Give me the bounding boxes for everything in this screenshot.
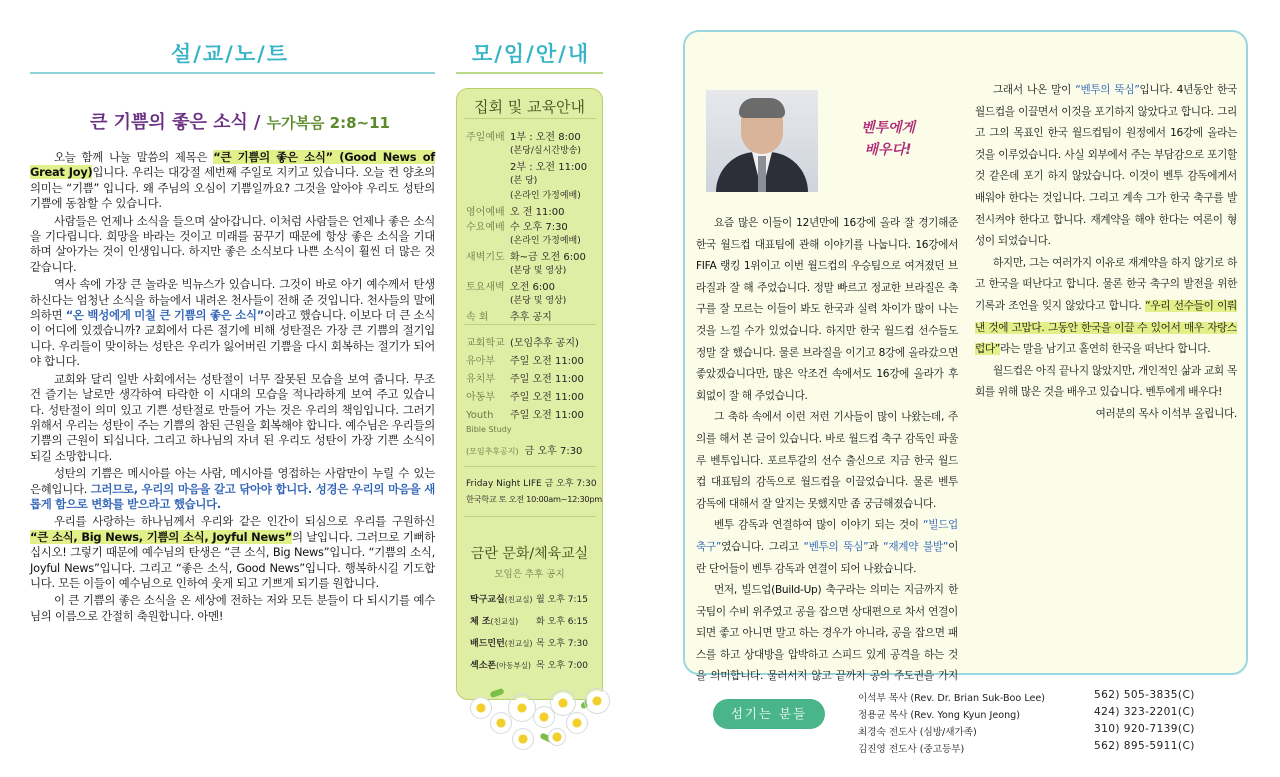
worship-label: 주일예배 (466, 132, 505, 143)
class-subheading: 모임은 추후 공지 (494, 569, 565, 580)
sermon-heading (90, 108, 470, 134)
meeting-divider (464, 324, 596, 325)
sermon-highlight: “큰 기쁨의 좋은 소식” (Good News of Great Joy) (30, 150, 435, 180)
class-name: 체 조 (470, 617, 491, 627)
class-name: 배드민턴 (470, 639, 505, 649)
letter-text: 라는 말을 남기고 홀연히 한국을 떠난다 합니다. (1000, 343, 1211, 356)
worship-time: 오전 6:00 (510, 282, 555, 293)
pastor-portrait (706, 90, 818, 192)
class-location: (친교실) (504, 639, 533, 648)
worship-row (466, 203, 565, 218)
meeting-title-divider (456, 72, 603, 74)
sermon-title: 큰 기쁨의 좋은 소식 (90, 112, 248, 133)
worship-time: (본당 및 영상) (510, 266, 567, 276)
sermon-paragraph (30, 277, 435, 369)
class-time: 월 오후 7:15 (536, 595, 589, 605)
sermon-paragraph (30, 466, 435, 512)
letter-paragraph (975, 253, 1237, 361)
sermon-highlight: “큰 소식, Big News, 기쁨의 소식, Joyful News” (30, 529, 292, 544)
worship-row (466, 278, 555, 293)
education-time: 주일 오전 11:00 (510, 374, 584, 385)
education-row (466, 352, 584, 367)
letter-paragraph (975, 80, 1237, 253)
worship-row (466, 188, 581, 201)
letter-paragraph: 그 축하 속에서 이런 저런 기사들이 많이 나왔는데, 주의를 해서 본 글이 있습니다. 바로 월드컵 축구 감독인 파울루 벤투입니다. 포르투갈의 선수 출신으로 지금 한국 월드컵 대표팀의 감독으로 월드컵을 이끌었습니다. 물론 벤투 감독에 대해서 잘 알지는 못했지만 좀 궁금해졌습니다. (696, 411, 958, 510)
worship-row (466, 293, 566, 306)
worship-label: 영어예배 (466, 207, 505, 218)
letter-paragraph (696, 515, 958, 580)
worship-time: 화~금 오전 6:00 (510, 252, 586, 263)
education-label: 아동부 (466, 392, 495, 403)
korean-school: 한국학교 토 오전 10:00am~12:30pm (466, 494, 602, 504)
letter-text: 이란 단어들이 벤투 감독과 연결이 되어 나왔습니다. (696, 540, 958, 575)
education-label: 교회학교 (466, 338, 505, 349)
letter-text: 벤투 감독과 연결하여 많이 이야기 되는 것이 (714, 519, 923, 532)
letter-text: 과 (868, 540, 884, 553)
worship-time: 수 오후 7:30 (510, 222, 568, 233)
class-name: 탁구교실 (470, 595, 505, 605)
letter-emphasis: “벤투의 뚝심” (1075, 84, 1140, 96)
class-location: (아동부실) (496, 661, 531, 670)
letter-text: 하지만, 그는 여러가지 이유로 재계약을 하지 않기로 하고 한국을 떠난다고 합니다. 물론 한국 축구의 발전을 위한 기록과 조언을 잊지 않았다고 합니다. (975, 256, 1237, 312)
worship-label: 속 회 (466, 312, 489, 323)
contact-name: 김진영 전도사 (중고등부) (858, 744, 965, 755)
meeting-divider (464, 466, 596, 467)
letter-emphasis: “빌드업 축구” (696, 519, 958, 553)
class-row (470, 592, 589, 605)
sermon-text: 오늘 함께 나눌 말씀의 제목은 (54, 150, 214, 164)
worship-time: (본당/실시간방송) (510, 146, 581, 156)
worship-time: 1부 : 오전 8:00 (510, 132, 581, 143)
class-location: (친교실) (504, 595, 533, 604)
sermon-paragraph: 사람들은 언제나 소식을 들으며 살아갑니다. 이처럼 사람들은 언제나 좋은 소식을 기다립니다. 희망을 바라는 것이고 미래를 꿈꾸기 때문에 항상 좋은 소식을 기대하며 살아가는 것이 인생입니다. 하지만 좋은 소식보다 나쁜 소식이 훨씬 더 많은 것 같습니다. (30, 213, 435, 274)
letter-paragraph: 월드컵은 아직 끝나지 않았지만, 개인적인 삶과 교회 목회를 위해 많은 것을 배우고 있습니다. 벤투에게 배우다! (975, 364, 1237, 399)
education-row (466, 442, 582, 457)
sermon-paragraph: 이 큰 기쁨의 좋은 소식을 온 세상에 전하는 저와 모든 분들이 다 되시기를 예수님의 이름으로 간절히 축원합니다. 아멘! (30, 593, 435, 623)
letter-subtitle-line: 벤투에게 (860, 120, 916, 136)
education-label: Bible Study (466, 425, 512, 434)
education-label: Youth (466, 410, 494, 421)
worship-row (466, 173, 537, 186)
friday-night-life: Friday Night LIFE 금 오후 7:30 (466, 479, 597, 489)
education-label: 유아부 (466, 356, 495, 367)
worship-row (466, 218, 568, 233)
letter-highlight: “우리 선수들이 이뤄낸 것에 고맙다. 그동안 한국을 이끌 수 있어서 매우 자랑스럽다” (975, 299, 1237, 356)
worship-label: 수요예배 (466, 222, 505, 233)
class-row (470, 658, 589, 671)
education-row (466, 334, 579, 349)
letter-column-left (696, 213, 958, 688)
class-row (470, 636, 589, 649)
worship-time: (본 당) (510, 176, 538, 186)
education-row (466, 406, 584, 421)
sermon-title-separator: / (253, 112, 261, 133)
contact-phone: 424) 323-2201(C) (1094, 706, 1195, 718)
worship-time: 2부 : 오전 11:00 (510, 162, 588, 173)
worship-row (466, 248, 586, 263)
contact-name: 최경숙 전도사 (심방/새가족) (858, 727, 977, 738)
class-row (470, 614, 589, 627)
sermon-text: 이라고 했습니다. 이보다 더 큰 소식이 어디에 있겠습니까? 교회에서 다른 절기에 비해 성탄절은 가장 큰 기쁨의 절기입니다. 우리들이 맞이하는 성탄은 우리가 잃어버린 기쁨을 다시 회복하는 절기가 되어야 합니다. (30, 308, 435, 369)
letter-column-right (975, 80, 1237, 426)
letter-text: 그래서 나온 말이 (993, 84, 1076, 96)
contact-phone: 562) 895-5911(C) (1094, 740, 1195, 752)
education-time: 금 오후 7:30 (524, 446, 583, 457)
contact-phone: 562) 505-3835(C) (1094, 689, 1195, 701)
sermon-paragraph: 교회와 달리 일반 사회에서는 성탄절이 너무 잘못된 모습을 보여 줍니다. 무조건 즐기는 날로만 생각하여 타락한 이 시대의 모습을 적나라하게 보여 주고 있습니다. 성탄절이 의미 있고 기쁜 성탄절로 만들어 가는 것은 우리의 책임입니다. 그러기 위해서 우리는 성탄이 주는 기쁨의 참된 근원을 회복해야 합니다. 예수님은 우리들의 기쁨의 근원이 되십니다. 그리고 하나님의 자녀 된 우리도 성탄이 가장 기쁜 소식이 되길 소망합니다. (30, 371, 435, 463)
class-name: 섹소폰 (470, 661, 497, 671)
meeting-heading: 집회 및 교육안내 (474, 98, 585, 116)
worship-time: (온라인 가정예배) (510, 191, 581, 201)
letter-emphasis: “벤투의 뚝심” (803, 540, 869, 553)
worship-row (466, 128, 581, 143)
letter-paragraph: 먼저, 빌드업(Build-Up) 축구라는 의미는 지금까지 한국팀이 수비 위주였고 공을 잡으면 상대편으로 차서 연결이 되면 좋고 아니면 말고 하는 경우가 아니라, 공을 잡으면 패스를 하고 상대방을 압박하고 스피드 있게 공격을 하는 것을 의미합니다. 물러서지 않고 끝까지 공의 주도권을 가지 (696, 584, 958, 683)
sermon-paragraph (30, 150, 435, 212)
class-time: 목 오후 7:00 (536, 661, 589, 671)
education-row (466, 424, 518, 435)
sermon-title-divider (30, 72, 435, 74)
letter-signature: 여러분의 목사 이석부 올립니다. (1095, 407, 1237, 420)
sermon-emphasis: “온 백성에게 미칠 큰 기쁨의 좋은 소식” (65, 308, 265, 323)
meeting-section-title: 모/임/안/내 (471, 42, 591, 66)
class-heading: 금란 문화/체육교실 (470, 546, 589, 562)
education-time: 주일 오전 11:00 (510, 392, 584, 403)
education-time: (모임추후 공지) (510, 338, 579, 349)
worship-row (466, 233, 581, 246)
worship-row (466, 158, 587, 173)
letter-emphasis: “재계약 불발” (883, 540, 949, 553)
sermon-text: 입니다. 우리는 대강절 세번째 주일로 지키고 있습니다. 오늘 켠 양초의 의미는 “기쁨” 입니다. 왜 주님의 오심이 기쁨일까요? 그것을 알아야 우리도 성탄의 기쁨에 동참할 수 있습니다. (30, 165, 435, 211)
worship-time: 추후 공지 (510, 312, 552, 323)
sermon-reference: 누가복음 2:8~11 (266, 114, 390, 132)
contact-name: 이석부 목사 (Rev. Dr. Brian Suk-Boo Lee) (858, 693, 1046, 704)
sermon-text: 의 날입니다. 그러므로 기뻐하십시오! 그렇기 때문에 예수님의 탄생은 “큰 소식, Big News”입니다. “기쁨의 소식, Joyful News”입니다. 그리고 “좋은 소식, Good News”입니다. 행복하시길 기도합니다. 모든 이들이 예수님으로 인하여 웃게 되고 기쁘게 되기를 원합니다. (30, 529, 436, 590)
worship-time: 오 전 11:00 (510, 207, 565, 218)
meeting-divider (464, 516, 596, 517)
sermon-text: 성탄의 기쁨은 메시아를 아는 사람, 메시아를 영접하는 사람만이 누릴 수 있는 은혜입니다. (30, 466, 435, 496)
worship-row (466, 308, 552, 323)
class-time: 화 오후 6:15 (536, 617, 589, 627)
sermon-section-title: 설/교/노/트 (170, 42, 290, 66)
education-row (466, 370, 584, 385)
letter-text: 입니다. 4년동안 한국 월드컵을 이끌면서 이것을 포기하지 않았다고 합니다. 그리고 그의 목표인 한국 월드컵팀이 원정에서 16강에 올라는 것을 이루었습니다. 사실 외부에서 주는 부담감으로 포기할 것 같은데 포기 하지 않았습니다. 이것이 벤투 감독에게서 배워야 한다는 것입니다. 그리고 계속 그가 한국 축구를 발전시켜야 한다고 합니다. 재계약을 해야 한다는 여론이 형성이 되었습니다. (975, 84, 1237, 248)
sermon-paragraph (30, 514, 435, 591)
meeting-divider (464, 118, 596, 119)
education-row (466, 388, 584, 403)
education-time: 주일 오전 11:00 (510, 356, 584, 367)
letter-subtitle-line: 배우다! (864, 142, 912, 158)
sermon-text: 우리를 사랑하는 하나님께서 우리와 같은 인간이 되심으로 우리를 구원하신 (54, 514, 435, 529)
worship-label: 토요새벽 (466, 282, 505, 293)
worship-time: (온라인 가정예배) (510, 236, 581, 246)
letter-paragraph: 요즘 많은 이들이 12년만에 16강에 올라 잘 경기해준 한국 월드컵 대표팀에 관해 이야기를 나눕니다. 16강에서 FIFA 랭킹 1위이고 이번 월드컵의 우승팀으로 여겨졌던 브라질과 잘 해 주었습니다. 정말 빠르고 정교한 브라질은 축구를 잘 모르는 이들이 봐도 한국과 실력 차이가 많이 나는 것을 느낄 수가 있었습니다. 하지만 한국 월드컵 선수들도 정말 잘 했습니다. 물론 브라질을 이기고 8강에 올라갔으면 좋았겠습니다만, 많은 악조건 속에서도 16강에 올라가 후회없이 잘 해 주었습니다. (696, 217, 958, 402)
class-location: (친교실) (490, 617, 519, 626)
class-time: 목 오후 7:30 (536, 639, 589, 649)
sermon-body (30, 150, 435, 626)
contact-name: 정용균 목사 (Rev. Yong Kyun Jeong) (858, 710, 1021, 721)
letter-subtitle (838, 117, 938, 161)
letter-text: 였습니다. 그리고 (721, 540, 804, 553)
worship-row (466, 263, 566, 276)
worship-row (466, 143, 581, 156)
sermon-emphasis: 그러므로, 우리의 마음을 갈고 닦아야 합니다. 성경은 우리의 마음을 새롭게 함으로 변화를 받으라고 했습니다. (30, 481, 435, 511)
worship-time: (본당 및 영상) (510, 296, 567, 306)
worship-label: 새벽기도 (466, 252, 505, 263)
contact-phone: 310) 920-7139(C) (1094, 723, 1195, 735)
sermon-text: 역사 속에 가장 큰 놀라운 빅뉴스가 있습니다. 그것이 바로 아기 예수께서 탄생하신다는 엄청난 소식을 하늘에서 내려온 천사들이 전해 준 것입니다. 천사들의 말에 의하면 (30, 277, 435, 323)
education-label: (모임추후공지) (466, 447, 519, 456)
ministers-button[interactable]: 섬기는 분들 (713, 699, 825, 729)
education-time: 주일 오전 11:00 (510, 410, 584, 421)
education-label: 유치부 (466, 374, 495, 385)
